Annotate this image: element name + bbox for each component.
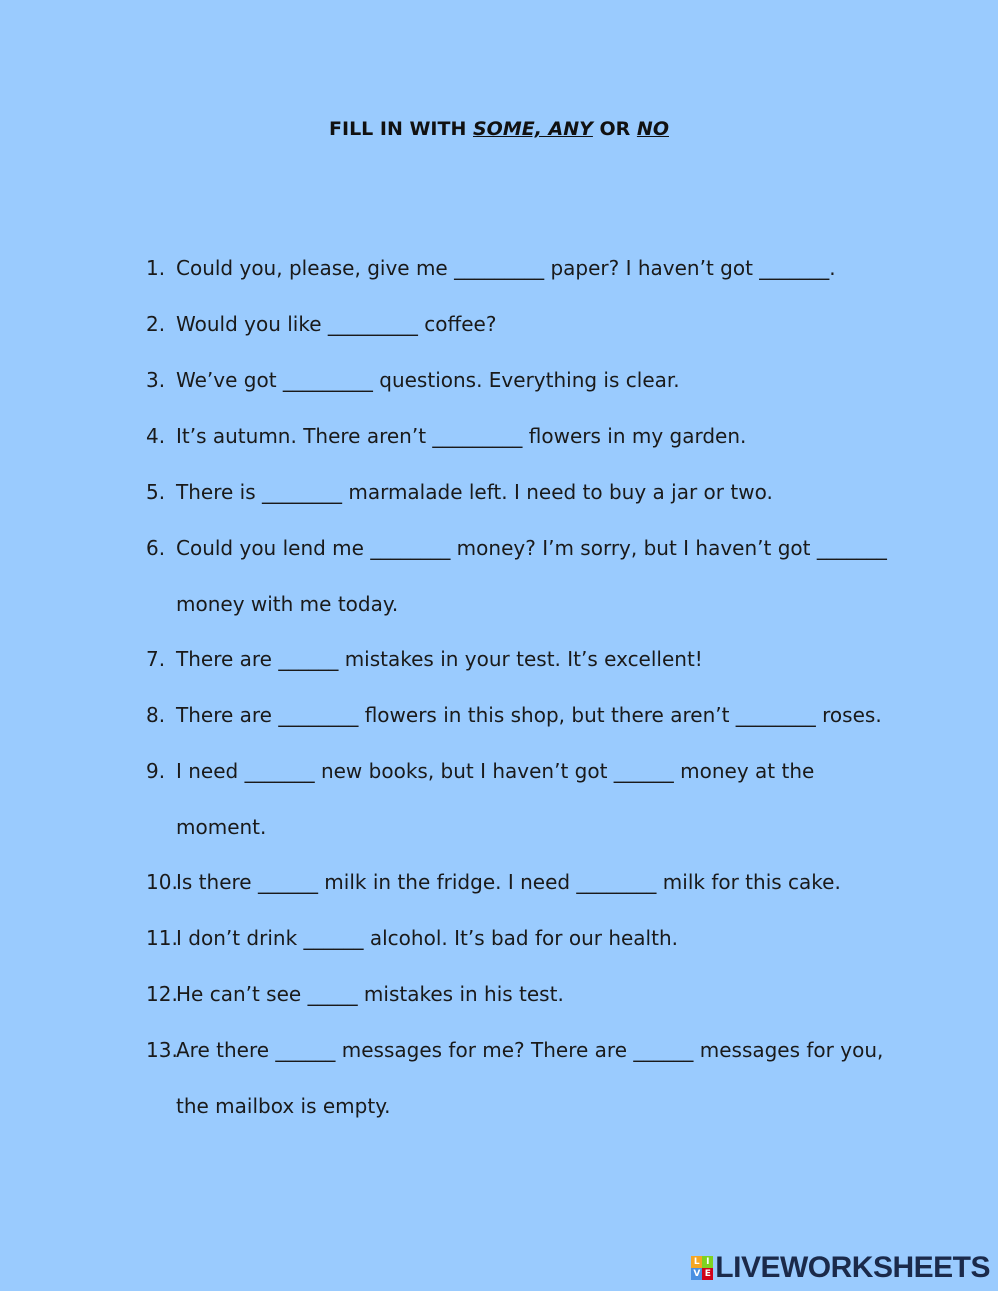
- question-text: Are there ______ messages for me? There are ______ messages for you,: [176, 1038, 884, 1062]
- question-continuation: [146, 1090, 906, 1145]
- title-middle: OR: [592, 118, 637, 140]
- question-number: 2.: [146, 312, 166, 336]
- question-text: I don’t drink ______ alcohol. It’s bad for our health.: [176, 926, 678, 950]
- question-number: 11.: [146, 926, 178, 950]
- question-item: [146, 643, 906, 699]
- logo-text: LIVEWORKSHEETS: [715, 1251, 990, 1284]
- question-number: 13.: [146, 1038, 178, 1062]
- question-item: [146, 699, 906, 755]
- question-text: Would you like _________ coffee?: [176, 312, 497, 336]
- question-number: 3.: [146, 368, 166, 392]
- question-text: I need _______ new books, but I haven’t got ______ money at the: [176, 759, 815, 783]
- badge-letter: L: [691, 1256, 702, 1268]
- question-number: 7.: [146, 647, 166, 671]
- question-continuation: [146, 588, 906, 643]
- question-item: [146, 420, 906, 476]
- question-item: [146, 308, 906, 364]
- question-text: Could you lend me ________ money? I’m sorry, but I haven’t got _______: [176, 536, 887, 560]
- question-text: It’s autumn. There aren’t _________ flowers in my garden.: [176, 424, 747, 448]
- question-continuation: [146, 811, 906, 866]
- live-badge-icon: [691, 1256, 713, 1280]
- worksheet-title: [0, 118, 998, 140]
- question-list: [146, 252, 906, 1145]
- question-text: We’ve got _________ questions. Everything is clear.: [176, 368, 680, 392]
- question-item: [146, 532, 906, 588]
- question-item: [146, 922, 906, 978]
- badge-letter: E: [702, 1268, 713, 1280]
- question-number: 5.: [146, 480, 166, 504]
- question-continuation-text: moment.: [176, 815, 267, 839]
- question-text: There is ________ marmalade left. I need to buy a jar or two.: [176, 480, 773, 504]
- question-text: There are ________ flowers in this shop, but there aren’t ________ roses.: [176, 703, 882, 727]
- title-prefix: FILL IN WITH: [329, 118, 473, 140]
- question-item: [146, 866, 906, 922]
- question-number: 6.: [146, 536, 166, 560]
- liveworksheets-logo[interactable]: [691, 1253, 990, 1283]
- question-number: 1.: [146, 256, 166, 280]
- question-continuation-text: the mailbox is empty.: [176, 1094, 391, 1118]
- question-continuation-text: money with me today.: [176, 592, 399, 616]
- badge-letter: I: [702, 1256, 713, 1268]
- question-number: 9.: [146, 759, 166, 783]
- question-item: [146, 1034, 906, 1090]
- question-text: He can’t see _____ mistakes in his test.: [176, 982, 564, 1006]
- question-item: [146, 252, 906, 308]
- question-number: 12.: [146, 982, 178, 1006]
- question-item: [146, 755, 906, 811]
- badge-letter: V: [691, 1268, 702, 1280]
- question-text: There are ______ mistakes in your test. It’s excellent!: [176, 647, 703, 671]
- title-no: NO: [636, 118, 669, 140]
- question-item: [146, 476, 906, 532]
- question-item: [146, 978, 906, 1034]
- question-number: 10.: [146, 870, 178, 894]
- question-text: Could you, please, give me _________ paper? I haven’t got _______.: [176, 256, 836, 280]
- question-number: 4.: [146, 424, 166, 448]
- question-text: Is there ______ milk in the fridge. I need ________ milk for this cake.: [176, 870, 841, 894]
- title-some-any: SOME, ANY: [472, 118, 593, 140]
- question-item: [146, 364, 906, 420]
- question-number: 8.: [146, 703, 166, 727]
